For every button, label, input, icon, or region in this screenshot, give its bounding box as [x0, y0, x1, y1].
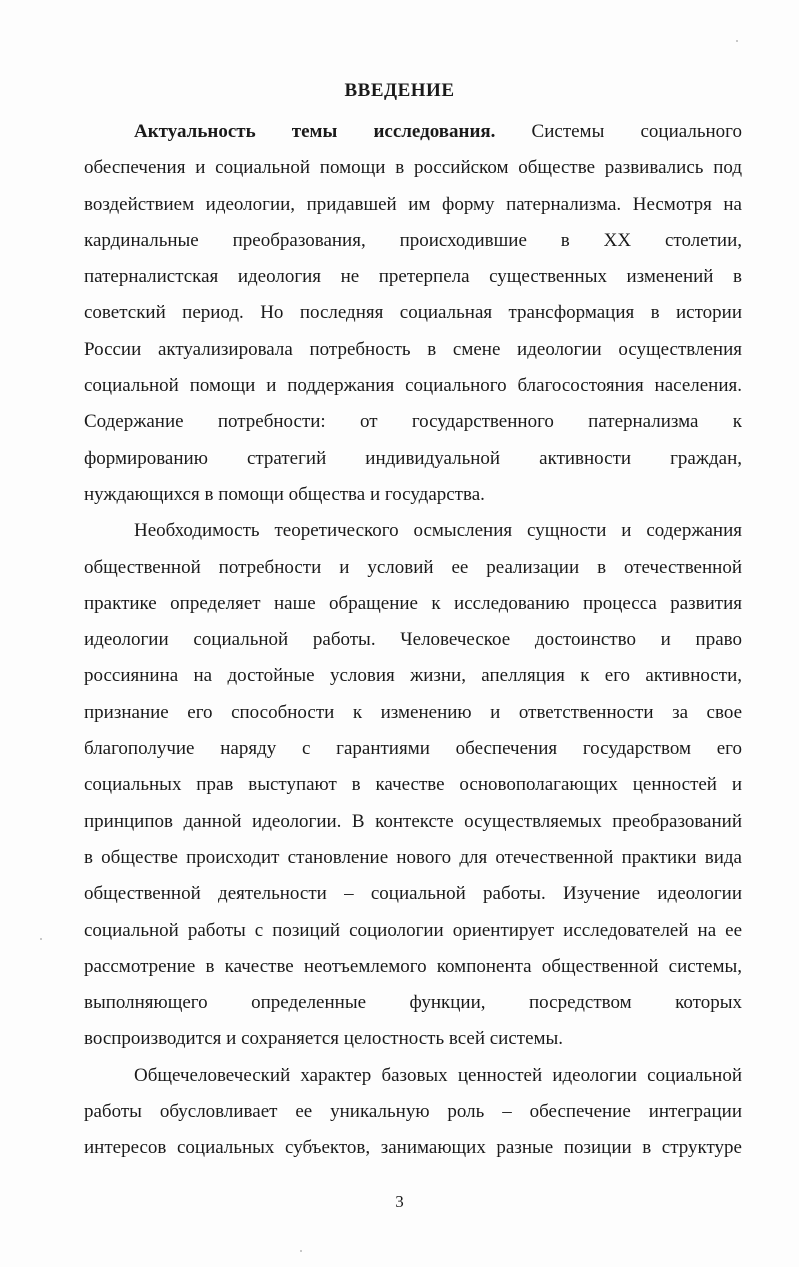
text-word: социального: [640, 121, 742, 142]
text-line: идеологии социальной работы. Человеческое достоинство и право: [84, 629, 742, 651]
text-line: социальной работы с позиций социологии ориентирует исследователей на ее: [84, 919, 742, 941]
text-line: практике определяет наше обращение к исследованию процесса развития: [84, 592, 742, 614]
text-line: Необходимость теоретического осмысления сущности и содержания: [134, 520, 742, 542]
text-line: Содержание потребности: от государственного патернализма к: [84, 411, 742, 433]
text-line: в обществе происходит становление нового для отечественной практики вида: [84, 846, 742, 868]
text-line: советский период. Но последняя социальная трансформация в истории: [84, 302, 742, 324]
text-line: общественной деятельности – социальной работы. Изучение идеологии: [84, 883, 742, 905]
text-line: признание его способности к изменению и ответственности за свое: [84, 701, 742, 723]
text-line: формированию стратегий индивидуальной активности граждан,: [84, 447, 742, 469]
paragraph-3: [84, 1058, 742, 1167]
text-line: Общечеловеческий характер базовых ценностей идеологии социальной: [134, 1064, 742, 1086]
paragraph-2: [84, 513, 742, 1057]
text-line: социальных прав выступают в качестве основополагающих ценностей и: [84, 774, 742, 796]
text-line: россиянина на достойные условия жизни, апелляция к его активности,: [84, 665, 742, 687]
text-line: обеспечения и социальной помощи в российском обществе развивались под: [84, 157, 742, 179]
text-line: общественной потребности и условий ее реализации в отечественной: [84, 556, 742, 578]
text-line: [84, 114, 742, 150]
text-line: рассмотрение в качестве неотъемлемого компонента общественной системы,: [84, 955, 742, 977]
text-line: социальной помощи и поддержания социального благосостояния населения.: [84, 375, 742, 397]
text-line: работы обусловливает ее уникальную роль – обеспечение интеграции: [84, 1101, 742, 1123]
paragraph-1: [84, 114, 742, 513]
text-line: воздействием идеологии, придавшей им форму патернализма. Несмотря на: [84, 193, 742, 215]
text-line: благополучие наряду с гарантиями обеспечения государством его: [84, 738, 742, 760]
section-heading: ВВЕДЕНИЕ: [344, 80, 455, 101]
page-number: 3: [395, 1192, 404, 1211]
text-line: принципов данной идеологии. В контексте осуществляемых преобразований: [84, 810, 742, 832]
text-line: кардинальные преобразования, происходившие в XX столетии,: [84, 229, 742, 251]
scan-speck: [40, 938, 42, 940]
text-line: выполняющего определенные функции, посредством которых: [84, 992, 742, 1014]
text-line: патерналистская идеология не претерпела существенных изменений в: [84, 266, 742, 288]
text-line: нуждающихся в помощи общества и государства.: [84, 483, 485, 505]
text-word: Системы: [531, 121, 605, 142]
text-line: интересов социальных субъектов, занимающих разные позиции в структуре: [84, 1137, 742, 1159]
scan-speck: [300, 1250, 302, 1252]
scan-speck: [736, 40, 738, 42]
text-line: России актуализировала потребность в смене идеологии осуществления: [84, 338, 742, 360]
document-body: [84, 114, 742, 1167]
text-line: воспроизводится и сохраняется целостность всей системы.: [84, 1028, 564, 1050]
lead-bold-word: исследования.: [373, 121, 496, 142]
lead-bold-word: темы: [291, 121, 338, 142]
lead-bold-word: Актуальность: [134, 121, 256, 142]
